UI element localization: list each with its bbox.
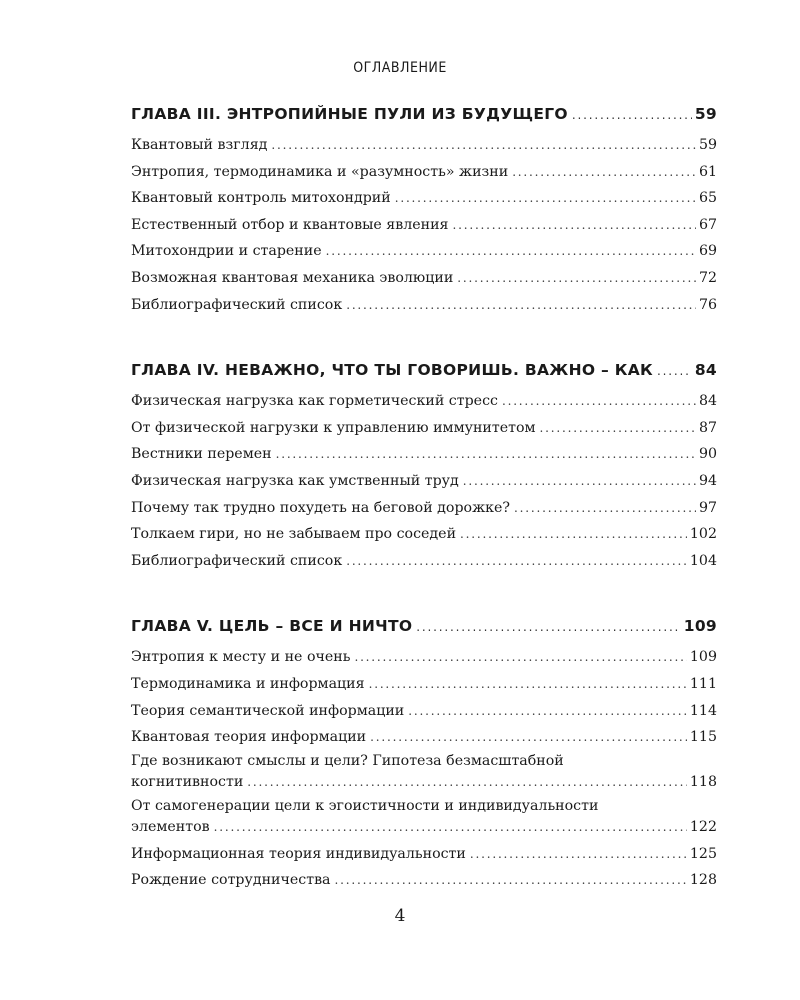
entry-title: Теория семантической информации bbox=[131, 702, 405, 719]
toc-entry[interactable] bbox=[131, 495, 717, 522]
table-of-contents bbox=[131, 98, 717, 930]
entry-page: 90 bbox=[698, 446, 717, 463]
toc-entry-multiline[interactable] bbox=[131, 751, 717, 796]
entry-page: 109 bbox=[689, 649, 717, 666]
entry-page: 87 bbox=[698, 419, 717, 436]
toc-entry[interactable] bbox=[131, 415, 717, 442]
chapter-title: ГЛАВА III. ЭНТРОПИЙНЫЕ ПУЛИ ИЗ БУДУЩЕГО bbox=[131, 105, 568, 123]
dot-leader bbox=[457, 265, 696, 292]
entry-title: Физическая нагрузка как умственный труд bbox=[131, 472, 459, 489]
dot-leader bbox=[326, 238, 696, 265]
entry-page: 114 bbox=[689, 702, 717, 719]
toc-entry[interactable] bbox=[131, 867, 717, 894]
entry-title: Рождение сотрудничества bbox=[131, 872, 331, 889]
entry-page: 97 bbox=[698, 499, 717, 516]
entry-title: Квантовый взгляд bbox=[131, 137, 268, 153]
entry-title: Вестники перемен bbox=[131, 446, 272, 463]
entry-page: 111 bbox=[689, 675, 717, 692]
entry-title-line1: Где возникают смыслы и цели? Гипотеза безмасштабной bbox=[131, 752, 564, 769]
dot-leader bbox=[408, 698, 687, 725]
dot-leader bbox=[470, 841, 687, 868]
entry-title: Библиографический список bbox=[131, 552, 343, 569]
entry-page: 59 bbox=[698, 137, 717, 153]
dot-leader bbox=[247, 772, 687, 793]
chapter-title: ГЛАВА V. ЦЕЛЬ – ВСЕ И НИЧТО bbox=[131, 617, 413, 636]
entry-title: Энтропия, термодинамика и «разумность» жизни bbox=[131, 163, 509, 180]
dot-leader bbox=[540, 415, 696, 442]
chapter-heading[interactable] bbox=[131, 354, 717, 386]
entry-page: 102 bbox=[689, 526, 717, 543]
entry-title: Толкаем гири, но не забываем про соседей bbox=[131, 526, 457, 543]
entry-title: Естественный отбор и квантовые явления bbox=[131, 216, 449, 233]
dot-leader bbox=[354, 644, 686, 671]
dot-leader bbox=[370, 724, 687, 751]
entry-page: 128 bbox=[689, 872, 717, 889]
toc-entry[interactable] bbox=[131, 238, 717, 265]
dot-leader bbox=[346, 292, 696, 319]
entry-page: 72 bbox=[698, 269, 717, 286]
toc-entry[interactable] bbox=[131, 132, 717, 159]
dot-leader bbox=[276, 441, 696, 468]
entry-page: 118 bbox=[689, 773, 717, 790]
toc-entry[interactable] bbox=[131, 212, 717, 239]
toc-entry[interactable] bbox=[131, 548, 717, 575]
toc-entry[interactable] bbox=[131, 644, 717, 671]
entry-page: 76 bbox=[698, 296, 717, 313]
entry-title: От физической нагрузки к управлению иммунитетом bbox=[131, 419, 536, 436]
dot-leader bbox=[452, 212, 695, 239]
toc-entry[interactable] bbox=[131, 468, 717, 495]
chapter-heading[interactable] bbox=[131, 610, 717, 642]
toc-entry[interactable] bbox=[131, 159, 717, 186]
dot-leader bbox=[335, 867, 687, 894]
dot-leader bbox=[514, 495, 696, 522]
chapter-5 bbox=[131, 610, 717, 894]
toc-entry[interactable] bbox=[131, 292, 717, 319]
dot-leader bbox=[512, 159, 696, 186]
entry-page: 84 bbox=[698, 393, 717, 410]
dot-leader bbox=[346, 548, 687, 575]
chapter-title: ГЛАВА IV. НЕВАЖНО, ЧТО ТЫ ГОВОРИШЬ. ВАЖНО – КАК bbox=[131, 361, 654, 380]
chapter-heading[interactable] bbox=[131, 98, 717, 130]
dot-leader bbox=[657, 355, 692, 386]
entry-title: Квантовая теория информации bbox=[131, 729, 367, 746]
dot-leader bbox=[214, 817, 687, 838]
toc-entry[interactable] bbox=[131, 521, 717, 548]
chapter-4 bbox=[131, 354, 717, 574]
entry-title: элементов bbox=[131, 818, 210, 835]
entry-page: 69 bbox=[698, 243, 717, 260]
dot-leader bbox=[271, 132, 696, 159]
entry-title: Информационная теория индивидуальности bbox=[131, 845, 466, 862]
entry-page: 65 bbox=[698, 190, 717, 207]
entry-title: Термодинамика и информация bbox=[131, 675, 365, 692]
toc-entry[interactable] bbox=[131, 441, 717, 468]
chapter-page: 109 bbox=[683, 617, 717, 636]
toc-entry[interactable] bbox=[131, 698, 717, 725]
entry-title: Квантовый контроль митохондрий bbox=[131, 190, 391, 207]
entry-page: 67 bbox=[698, 216, 717, 233]
toc-entry-multiline[interactable] bbox=[131, 796, 717, 841]
chapter-3 bbox=[131, 98, 717, 318]
entry-page: 115 bbox=[689, 729, 717, 746]
dot-leader bbox=[463, 468, 696, 495]
entry-title-line1: От самогенерации цели к эгоистичности и индивидуальности bbox=[131, 797, 599, 814]
entry-title: когнитивности bbox=[131, 773, 244, 790]
entry-page: 94 bbox=[698, 472, 717, 489]
entry-title: Физическая нагрузка как горметический стресс bbox=[131, 393, 498, 410]
dot-leader bbox=[460, 521, 687, 548]
entry-page: 104 bbox=[689, 552, 717, 569]
toc-entry[interactable] bbox=[131, 265, 717, 292]
entry-page: 61 bbox=[698, 163, 717, 180]
toc-entry[interactable] bbox=[131, 841, 717, 868]
page-number: 4 bbox=[394, 906, 406, 926]
toc-entry[interactable] bbox=[131, 185, 717, 212]
dot-leader bbox=[395, 185, 696, 212]
dot-leader bbox=[502, 388, 696, 415]
dot-leader bbox=[369, 671, 687, 698]
chapter-page: 59 bbox=[694, 105, 717, 123]
entry-title: Митохондрии и старение bbox=[131, 243, 322, 260]
entry-page: 122 bbox=[689, 818, 717, 835]
chapter-page: 84 bbox=[694, 361, 717, 380]
page-header: ОГЛАВЛЕНИЕ bbox=[353, 60, 447, 76]
toc-entry[interactable] bbox=[131, 671, 717, 698]
toc-entry[interactable] bbox=[131, 724, 717, 751]
entry-title: Энтропия к месту и не очень bbox=[131, 649, 351, 666]
dot-leader bbox=[416, 611, 680, 642]
entry-title: Возможная квантовая механика эволюции bbox=[131, 269, 454, 286]
dot-leader bbox=[572, 99, 692, 130]
entry-title: Почему так трудно похудеть на беговой дорожке? bbox=[131, 499, 511, 516]
toc-entry[interactable] bbox=[131, 388, 717, 415]
entry-page: 125 bbox=[689, 845, 717, 862]
entry-title: Библиографический список bbox=[131, 296, 343, 313]
